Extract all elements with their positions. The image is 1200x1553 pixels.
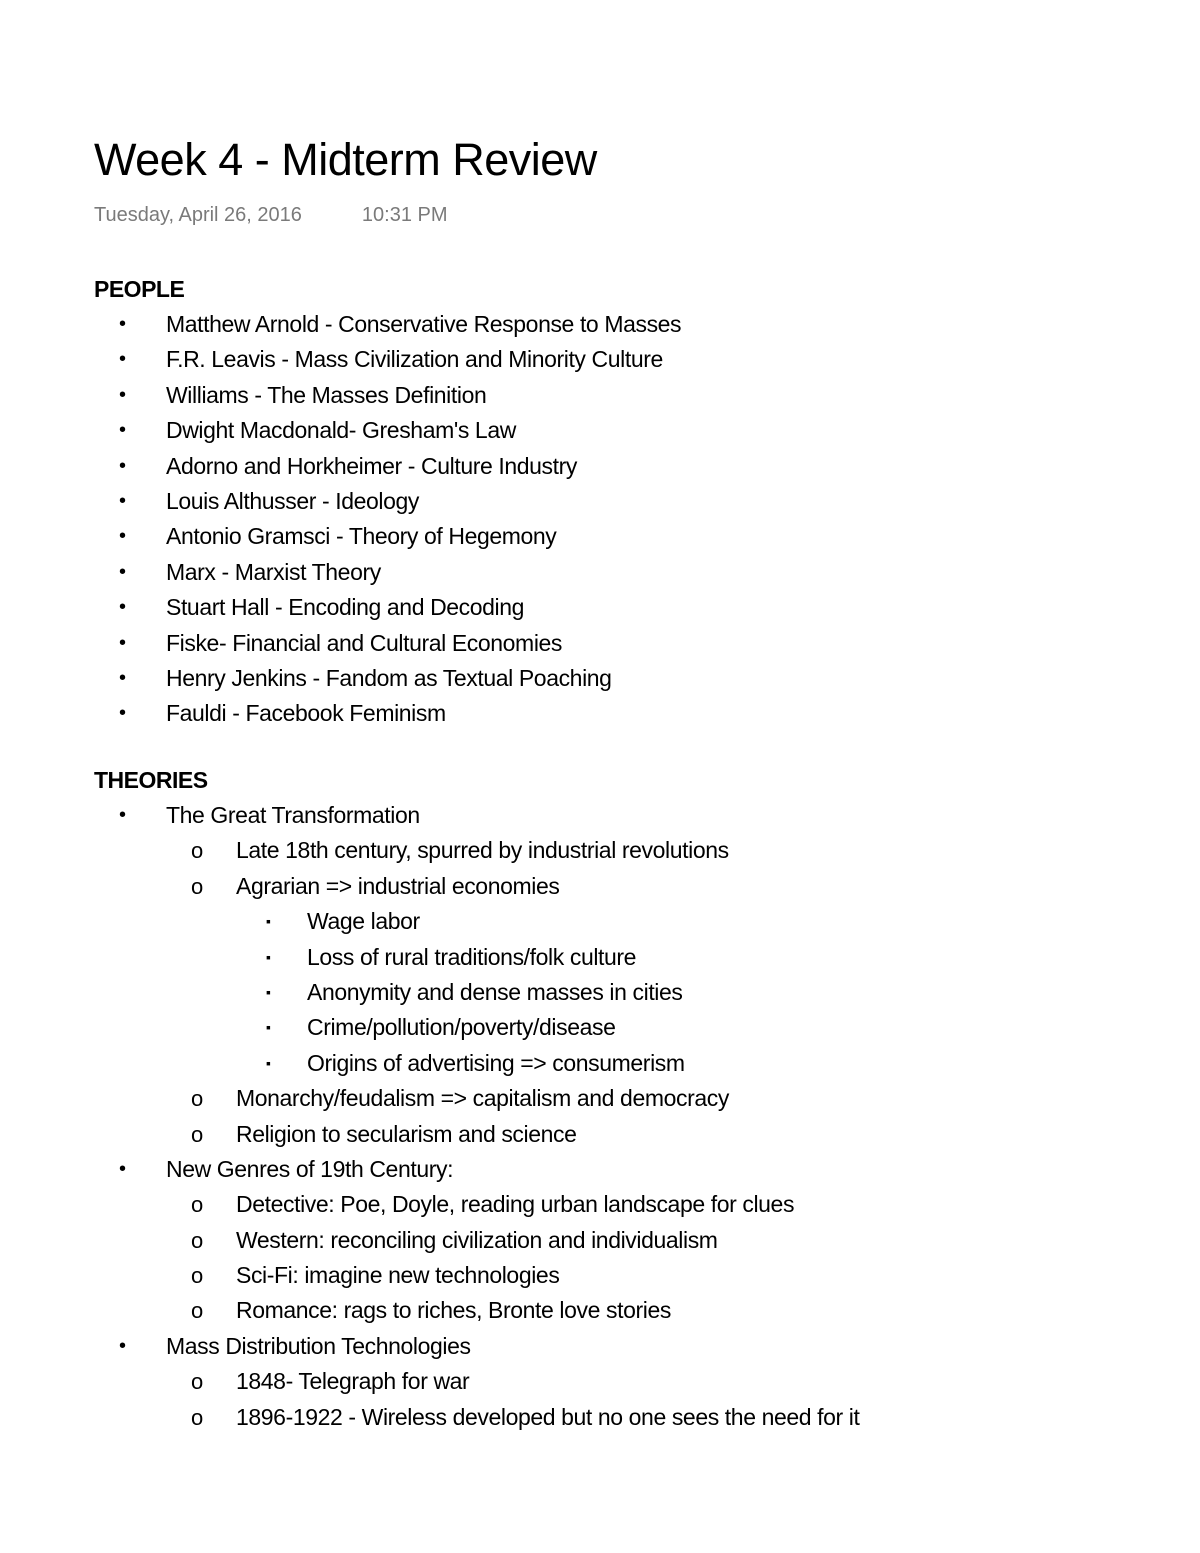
bullet-icon: •	[119, 560, 126, 583]
list-item-text: Fauldi - Facebook Feminism	[166, 700, 446, 727]
list-item	[0, 1081, 1200, 1116]
circle-bullet-icon: o	[191, 1263, 203, 1289]
list-item-text: The Great Transformation	[166, 802, 420, 828]
bullet-icon: •	[119, 454, 126, 477]
bullet-icon: •	[119, 1157, 126, 1180]
square-bullet-icon: ▪	[266, 1019, 271, 1036]
list-item-text: Fiske- Financial and Cultural Economies	[166, 629, 563, 656]
list-item	[0, 1364, 1200, 1399]
list-item-text: Sci-Fi: imagine new technologies	[236, 1262, 560, 1289]
list-item	[0, 975, 1200, 1010]
list-item-text: Late 18th century, spurred by industrial revolutions	[236, 837, 729, 864]
list-item-text: Monarchy/feudalism => capitalism and democracy	[236, 1085, 729, 1112]
people-list	[0, 307, 1200, 732]
list-item	[0, 869, 1200, 904]
list-item	[0, 798, 1200, 833]
list-item	[0, 696, 1200, 731]
circle-bullet-icon: o	[191, 873, 203, 899]
list-item-text: Religion to secularism and science	[236, 1120, 577, 1147]
list-item	[0, 449, 1200, 484]
list-item-text: Stuart Hall - Encoding and Decoding	[166, 594, 525, 621]
list-item	[0, 378, 1200, 413]
bullet-icon: •	[119, 383, 126, 406]
bullet-icon: •	[119, 489, 126, 512]
list-item-text: 1896-1922 - Wireless developed but no one sees the need for it	[236, 1403, 860, 1430]
square-bullet-icon: ▪	[266, 1054, 271, 1071]
circle-bullet-icon: o	[191, 1404, 203, 1430]
circle-bullet-icon: o	[191, 838, 203, 864]
bullet-icon: •	[119, 804, 126, 826]
list-item-text: Western: reconciling civilization and individualism	[236, 1226, 718, 1253]
theories-list	[0, 798, 1200, 1435]
list-item-text: Matthew Arnold - Conservative Response to Masses	[166, 311, 682, 337]
circle-bullet-icon: o	[191, 1369, 203, 1395]
page-title: Week 4 - Midterm Review	[94, 134, 597, 185]
list-item	[0, 342, 1200, 377]
list-item	[0, 833, 1200, 868]
circle-bullet-icon: o	[191, 1192, 203, 1218]
list-item-text: Mass Distribution Technologies	[166, 1332, 471, 1359]
list-item-text: New Genres of 19th Century:	[166, 1155, 454, 1182]
bullet-icon: •	[119, 1334, 126, 1357]
list-item	[0, 555, 1200, 590]
list-item-text: Detective: Poe, Doyle, reading urban landscape for clues	[236, 1191, 795, 1218]
note-timestamp	[94, 201, 448, 229]
list-item-text: Antonio Gramsci - Theory of Hegemony	[166, 523, 557, 550]
list-item	[0, 1400, 1200, 1435]
list-item-text: Anonymity and dense masses in cities	[307, 978, 683, 1005]
list-item	[0, 626, 1200, 661]
list-item-text: Henry Jenkins - Fandom as Textual Poaching	[166, 664, 612, 691]
list-item	[0, 307, 1200, 342]
list-item	[0, 1293, 1200, 1328]
list-item	[0, 1117, 1200, 1152]
list-item	[0, 413, 1200, 448]
list-item-text: Williams - The Masses Definition	[166, 381, 487, 408]
note-time: 10:31 PM	[361, 204, 448, 226]
list-item	[0, 484, 1200, 519]
square-bullet-icon: ▪	[266, 983, 271, 1000]
list-item-text: Origins of advertising => consumerism	[307, 1049, 685, 1076]
list-item	[0, 590, 1200, 625]
list-item	[0, 1010, 1200, 1045]
people-heading: PEOPLE	[94, 276, 185, 302]
bullet-icon: •	[119, 525, 126, 548]
list-item-text: Agrarian => industrial economies	[236, 872, 560, 899]
bullet-icon: •	[119, 666, 126, 689]
list-item	[0, 1258, 1200, 1293]
circle-bullet-icon: o	[191, 1086, 203, 1112]
list-item	[0, 940, 1200, 975]
list-item	[0, 1223, 1200, 1258]
note-date: Tuesday, April 26, 2016	[94, 204, 302, 226]
list-item-text: Adorno and Horkheimer - Culture Industry	[166, 452, 577, 479]
bullet-icon: •	[119, 596, 126, 619]
list-item-text: Dwight Macdonald- Gresham's Law	[166, 417, 516, 444]
list-item-text: Loss of rural traditions/folk culture	[307, 943, 637, 970]
list-item-text: Wage labor	[307, 908, 420, 935]
bullet-icon: •	[119, 348, 126, 371]
list-item-text: Louis Althusser - Ideology	[166, 487, 419, 514]
square-bullet-icon: ▪	[266, 948, 271, 965]
bullet-icon: •	[119, 313, 126, 335]
list-item-text: Romance: rags to riches, Bronte love stories	[236, 1297, 671, 1324]
square-bullet-icon: ▪	[266, 913, 271, 930]
theories-heading: THEORIES	[94, 767, 208, 793]
list-item	[0, 661, 1200, 696]
bullet-icon: •	[119, 419, 126, 442]
list-item	[0, 1187, 1200, 1222]
list-item-text: F.R. Leavis - Mass Civilization and Minority Culture	[166, 346, 663, 373]
bullet-icon: •	[119, 702, 126, 725]
list-item-text: 1848- Telegraph for war	[236, 1368, 470, 1395]
list-item	[0, 904, 1200, 939]
list-item	[0, 1329, 1200, 1364]
circle-bullet-icon: o	[191, 1227, 203, 1253]
bullet-icon: •	[119, 631, 126, 654]
circle-bullet-icon: o	[191, 1121, 203, 1147]
list-item-text: Crime/pollution/poverty/disease	[307, 1014, 616, 1041]
list-item	[0, 519, 1200, 554]
list-item	[0, 1046, 1200, 1081]
list-item	[0, 1152, 1200, 1187]
circle-bullet-icon: o	[191, 1298, 203, 1324]
list-item-text: Marx - Marxist Theory	[166, 558, 381, 585]
